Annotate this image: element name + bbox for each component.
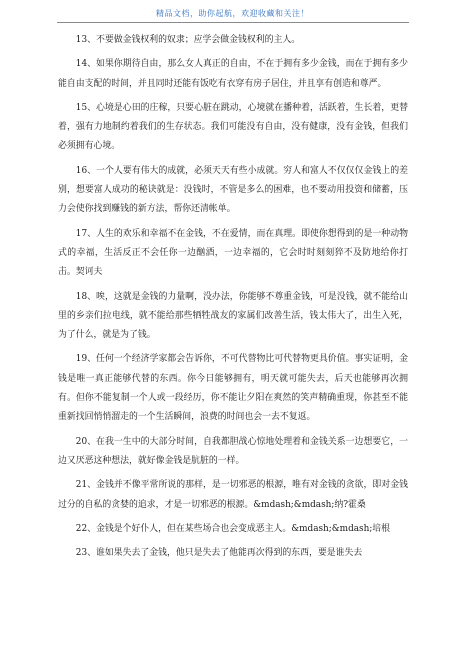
paragraph-14: 14、如果你期待自由，那么女人真正的自由，不在于拥有多少金钱，而在于拥有多少能自由支配的时间，并且同时还能有饭吃有衣穿有房子居住，并且享有创造和尊严。 <box>58 59 408 89</box>
paragraph-15: 15、心境是心田的庄稼，只要心脏在跳动，心境就在播种着，活跃着，生长着，更替着，强有力地制约着我们的生存状态。我们可能没有自由，没有健康，没有金钱，但我们必须拥有心境。 <box>58 102 408 152</box>
paragraph-22: 22、金钱是个好仆人，但在某些场合也会变成恶主人。&mdash;&mdash;培根 <box>75 523 391 534</box>
paragraph-18: 18、唉，这就是金钱的力量啊，没办法，你能够不尊重金钱，可是没钱，就不能给山里的乡亲们拉电线，就不能给那些牺牲战友的家属们改善生活，钱太伟大了，出生入死，为了什么，就是为了钱。 <box>58 291 408 341</box>
header-divider <box>57 22 409 23</box>
paragraph-21: 21、金钱并不像平常所说的那样，是一切邪恶的根源，唯有对金钱的贪欲，即对金钱过分的自私的贪婪的追求，才是一切邪恶的根源。&mdash;&mdash;纳?霍桑 <box>58 480 408 510</box>
paragraph-23: 23、谁如果失去了金钱，他只是失去了他能再次得到的东西，要是谁失去 <box>75 548 363 559</box>
paragraph-20: 20、在我一生中的大部分时间，自我都胆战心惊地处理着和金钱关系一边想要它，一边又厌恶这种想法，就好像金钱是肮脏的一样。 <box>58 436 408 466</box>
paragraph-13: 13、不要做金钱权利的奴隶；应学会做金钱权利的主人。 <box>75 35 301 45</box>
document-body <box>58 31 408 563</box>
paragraph-16: 16、一个人要有伟大的成就，必须天天有些小成就。穷人和富人不仅仅仅金钱上的差别，想要富人成功的秘诀就是：没钱时，不管是多么的困难，也不要动用投资和储蓄，压力会使你找到赚钱的新方法，帮你还清帐单。 <box>58 165 408 215</box>
paragraph-19: 19、任何一个经济学家都会告诉你，不可代替物比可代替物更具价值。事实证明，金钱是唯一真正能够代替的东西。你今日能够拥有，明天就可能失去，后天也能够再次拥有。但你不能复制一个人或一段经历，你不能让夕阳在爽然的笑声精确重现，你甚至不能重新找回悄悄溜走的一个生活瞬间，浪费的时间也会一去不复返。 <box>58 354 408 423</box>
page-header: 精品文档，助你起航，欢迎收藏和关注！ <box>156 9 309 18</box>
paragraph-17: 17、人生的欢乐和幸福不在金钱，不在爱情，而在真理。即使你想得到的是一种动物式的幸福，生活反正不会任你一边酗酒，一边幸福的，它会时时刻刻猝不及防地给你打击。契诃夫 <box>58 228 408 278</box>
